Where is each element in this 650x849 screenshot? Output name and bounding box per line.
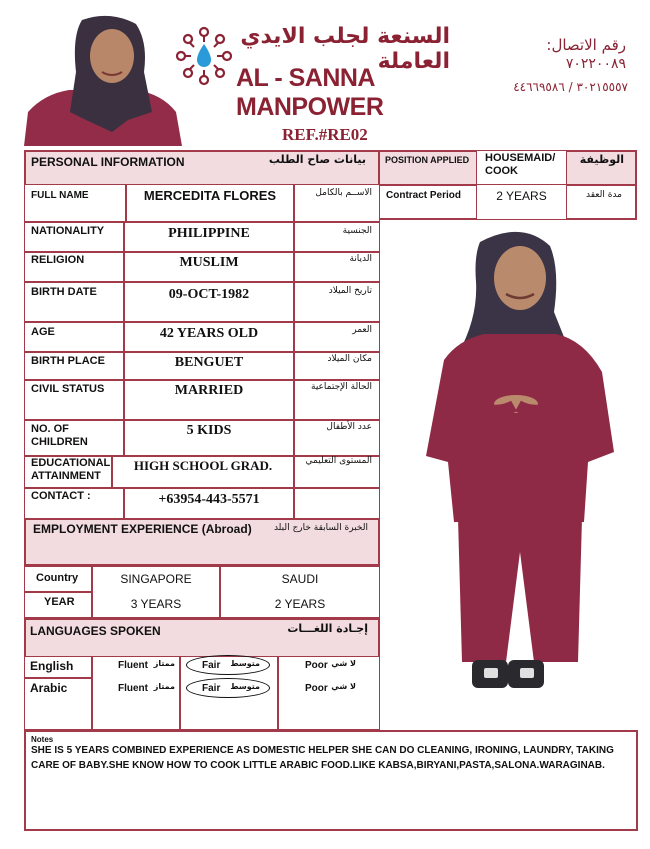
arabic-fluent: Fluent: [118, 683, 148, 694]
year-label: YEAR: [44, 596, 75, 608]
children-ar: عدد الأطفال: [326, 422, 372, 432]
contact-number-2: ٣٠٢١٥٥٥٧ / ٤٤٦٦٩٥٨٦: [513, 80, 628, 94]
position-applied-label: POSITION APPLIED: [385, 155, 470, 165]
birth-place-value: BENGUET: [174, 355, 244, 370]
personal-info-title-ar: بيانات صاح الطلب: [268, 153, 366, 166]
contact-value: +63954-443-5571: [158, 492, 260, 507]
birth-date-ar: تاريخ الميلاد: [328, 286, 372, 296]
children-value: 5 KIDS: [186, 423, 232, 438]
nationality-label: NATIONALITY: [31, 225, 105, 237]
contract-period-label: Contract Period: [386, 190, 462, 201]
arabic-fluent-ar: ممتاز: [153, 682, 175, 691]
notes-title: Notes: [31, 735, 54, 744]
civil-status-ar: الحالة الإجتماعية: [311, 382, 372, 392]
arabic-poor-ar: لا شي: [331, 682, 356, 691]
lang-english: English: [30, 659, 74, 673]
position-applied-value: HOUSEMAID/ COOK: [485, 152, 556, 177]
employment-title: EMPLOYMENT EXPERIENCE (Abroad): [33, 522, 252, 536]
full-name-value: MERCEDITA FLORES: [143, 188, 277, 203]
english-fluent: Fluent: [118, 660, 148, 671]
english-poor: Poor: [305, 660, 328, 671]
arabic-poor: Poor: [305, 683, 328, 694]
nationality-value: PHILIPPINE: [168, 226, 250, 241]
religion-ar: الديانة: [349, 254, 372, 264]
contract-period-value: 2 YEARS: [496, 189, 547, 203]
brand-name-arabic: السنعة لجلب الايدي العاملة: [240, 24, 450, 74]
english-fair-ar: متوسط: [230, 659, 260, 668]
education-ar: المستوى التعليمي: [305, 456, 372, 466]
contract-period-ar: مدة العقد: [586, 190, 622, 200]
row-ar-cell: [294, 488, 380, 520]
age-ar: العمر: [352, 325, 372, 335]
birth-place-label: BIRTH PLACE: [31, 355, 105, 367]
full-name-ar: الاســم بالكامل: [315, 188, 372, 198]
age-value: 42 YEARS OLD: [159, 326, 259, 341]
lang-arabic: Arabic: [30, 681, 68, 695]
birth-date-value: 09-OCT-1982: [168, 287, 250, 302]
arabic-fair-ar: متوسط: [230, 682, 260, 691]
english-poor-ar: لا شي: [331, 659, 356, 668]
full-name-label: FULL NAME: [31, 190, 89, 201]
candidate-full-body-photo: [388, 222, 638, 692]
birth-date-label: BIRTH DATE: [31, 286, 97, 298]
children-label: NO. OF CHILDREN: [31, 423, 88, 448]
age-label: AGE: [31, 326, 55, 338]
country-label: Country: [36, 572, 79, 584]
english-fluent-ar: ممتاز: [153, 659, 175, 668]
employment-years-2: 2 YEARS: [274, 597, 326, 611]
civil-status-label: CIVIL STATUS: [31, 383, 105, 395]
english-fair: Fair: [202, 660, 221, 671]
languages-title: LANGUAGES SPOKEN: [30, 624, 161, 638]
reference-number: REF.#RE02: [282, 125, 368, 144]
personal-info-title: PERSONAL INFORMATION: [31, 155, 185, 169]
birth-place-ar: مكان الميلاد: [327, 354, 372, 364]
education-value: HIGH SCHOOL GRAD.: [133, 458, 273, 473]
arabic-fair: Fair: [202, 683, 221, 694]
notes-text: SHE IS 5 YEARS COMBINED EXPERIENCE AS DOMESTIC HELPER SHE CAN DO CLEANING, IRONING, LAUNDRY, TAKING CARE OF BABY.SHE KNOW HOW TO COOK LITTLE ARABIC FOOD.LIKE KABSA,BIRYANI,PASTA,SALONA.WARAGINAB.: [31, 745, 614, 771]
civil-status-value: MARRIED: [174, 383, 244, 398]
contact-label-arabic: رقم الاتصال:: [546, 36, 626, 54]
position-applied-ar: الوظيفة: [579, 153, 624, 166]
religion-value: MUSLIM: [179, 255, 239, 270]
profile-photo-small: [24, 12, 182, 146]
nationality-ar: الجنسية: [342, 226, 372, 236]
employment-title-ar: الخبرة السابقة خارج البلد: [273, 523, 368, 533]
employment-country-1: SINGAPORE: [120, 572, 192, 586]
employment-years-1: 3 YEARS: [130, 597, 182, 611]
brand-name-english: AL - SANNA MANPOWER: [236, 64, 384, 121]
education-label: EDUCATIONAL ATTAINMENT: [31, 457, 111, 482]
religion-label: RELIGION: [31, 254, 85, 266]
languages-title-ar: إجـادة اللغـــات: [287, 622, 368, 635]
employment-country-2: SAUDI: [281, 572, 319, 586]
company-logo: [175, 24, 233, 104]
contact-label: CONTACT :: [31, 490, 91, 502]
contact-number-1: ٧٠٢٢٠٠٨٩: [565, 56, 626, 72]
